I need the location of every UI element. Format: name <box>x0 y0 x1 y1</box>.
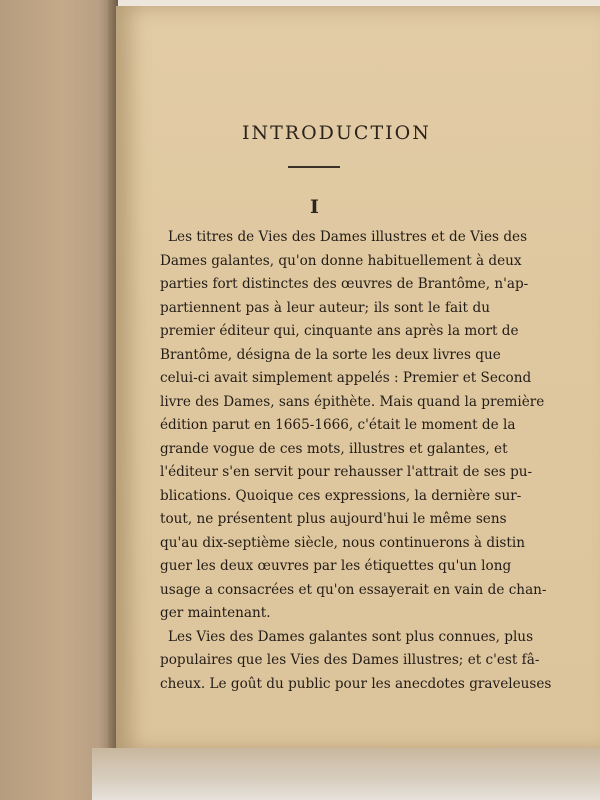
chapter-heading: INTRODUCTION <box>242 122 431 144</box>
text-line: l'éditeur s'en servit pour rehausser l'attrait de ses pu- <box>160 464 533 480</box>
text-line: usage a consacrées et qu'on essayerait en vain de chan- <box>160 581 547 598</box>
text-line: Les Vies des Dames galantes sont plus connues, plus <box>168 628 534 645</box>
text-line: celui-ci avait simplement appelés : Premier et Second <box>160 370 532 386</box>
text-line: qu'au dix-septième siècle, nous continuerons à distin <box>160 534 525 551</box>
adjacent-page-edge <box>0 0 116 800</box>
text-line: Brantôme, désigna de la sorte les deux livres que <box>160 346 501 363</box>
text-line: cheux. Le goût du public pour les anecdotes graveleuses <box>160 675 552 692</box>
text-line: grande vogue de ces mots, illustres et galantes, et <box>160 440 508 457</box>
paragraph-2 <box>160 626 552 697</box>
heading-rule <box>288 166 340 168</box>
text-line: parties fort distinctes des œuvres de Brantôme, n'ap- <box>160 276 529 292</box>
text-line: partiennent pas à leur auteur; ils sont le fait du <box>160 299 490 316</box>
body-text <box>160 226 552 696</box>
paragraph-1 <box>160 226 547 626</box>
text-line: Dames galantes, qu'on donne habituellement à deux <box>160 252 522 269</box>
text-line: populaires que les Vies des Dames illustres; et c'est fâ- <box>160 652 540 668</box>
text-line: blications. Quoique ces expressions, la dernière sur- <box>160 487 522 504</box>
text-line: guer les deux œuvres par les étiquettes qu'un long <box>160 558 512 574</box>
text-line: livre des Dames, sans épithète. Mais quand la première <box>160 393 545 410</box>
page-bottom-edge <box>92 748 600 800</box>
text-line: tout, ne présentent plus aujourd'hui le même sens <box>160 511 507 527</box>
text-line: édition parut en 1665-1666, c'était le moment de la <box>160 417 516 433</box>
text-line: ger maintenant. <box>160 605 271 621</box>
section-number: I <box>310 196 319 218</box>
text-line: premier éditeur qui, cinquante ans après la mort de <box>160 323 519 339</box>
text-line: Les titres de Vies des Dames illustres et de Vies des <box>168 229 528 245</box>
